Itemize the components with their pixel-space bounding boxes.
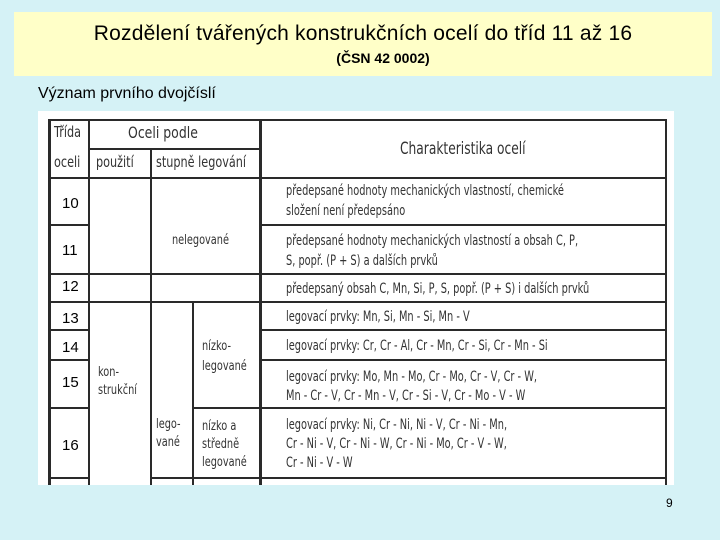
header-split [90,148,260,150]
nizko-stredne-label-1: nízko a [202,419,237,434]
header-pouziti: použití [96,153,134,171]
header-trida: Třída [54,123,82,141]
col-line-2 [150,149,152,485]
row-line-4a [48,329,90,331]
row-line-4b [260,329,666,331]
row-line-6b [192,407,666,409]
class-13: 13 [62,310,79,327]
class-12: 12 [62,278,79,295]
pouziti-label-2: strukční [98,383,137,398]
header-charakteristika: Charakteristika ocelí [400,139,526,159]
class-15: 15 [62,374,79,391]
header-stupne-legovani: stupně legování [156,153,247,171]
header-oceli-podle: Oceli podle [128,123,198,142]
row-line-5b [260,359,666,361]
legovane-label-2: vané [156,435,180,450]
char-row-16-line3: Cr - Ni - V - W [286,455,353,471]
row-line-6a [48,407,90,409]
steel-classification-table [38,111,674,485]
char-row-11-line1: předepsané hodnoty mechanických vlastností a obsah C, P, [286,233,579,249]
nizkolegovane-label-1: nízko- [202,339,231,354]
header-oceli: oceli [54,153,81,171]
row-line-b [260,224,666,226]
char-row-13: legovací prvky: Mn, Si, Mn - Si, Mn - V [286,309,470,325]
class-11: 11 [62,242,78,259]
row-line-a [48,224,90,226]
char-row-16-line2: Cr - Ni - V, Cr - Ni - W, Cr - Ni - Mo, Cr - V - W, [286,436,507,452]
char-row-15-line2: Mn - Cr - V, Cr - Mn - V, Cr - Si - V, Cr - Mo - V - W [286,388,526,404]
row-line-7b [150,477,666,479]
header-bottom [48,177,666,179]
col-line-3 [192,301,194,485]
class-10: 10 [62,195,79,212]
table-border-top [48,119,666,121]
nizko-stredne-label-3: legované [202,455,247,470]
char-row-10-line1: předepsané hodnoty mechanických vlastností, chemické [286,183,564,199]
nizkolegovane-label-2: legované [202,359,247,374]
nelegovane-label: nelegované [172,233,229,248]
char-row-14: legovací prvky: Cr, Cr - Al, Cr - Mn, Cr - Si, Cr - Mn - Si [286,338,548,354]
class-16: 16 [62,437,79,454]
section-heading: Význam prvního dvojčíslí [38,85,216,102]
slide-title: Rozdělení tvářených konstrukčních ocelí do tříd 11 až 16 [93,22,633,45]
char-row-16-line1: legovací prvky: Ni, Cr - Ni, Ni - V, Cr - Ni - Mn, [286,417,508,433]
title-box [14,12,712,76]
class-14: 14 [62,339,79,356]
row-line-2 [48,273,666,275]
row-line-3 [48,301,666,303]
slide-number: 9 [666,496,673,510]
row-line-5a [48,359,90,361]
nizko-stredne-label-2: středně [202,437,240,452]
char-row-15-line1: legovací prvky: Mo, Mn - Mo, Cr - Mo, Cr - V, Cr - W, [286,369,538,385]
row-line-7a [48,477,90,479]
pouziti-label-1: kon- [98,365,119,380]
char-row-10-line2: složení není předepsáno [286,203,406,219]
slide-subtitle: (ČSN 42 0002) [336,50,430,66]
char-row-12: předepsaný obsah C, Mn, Si, P, S, popř. (P + S) i dalších prvků [286,281,590,297]
legovane-label-1: lego- [156,417,181,432]
char-row-11-line2: S, popř. (P + S) a dalších prvků [286,253,438,269]
